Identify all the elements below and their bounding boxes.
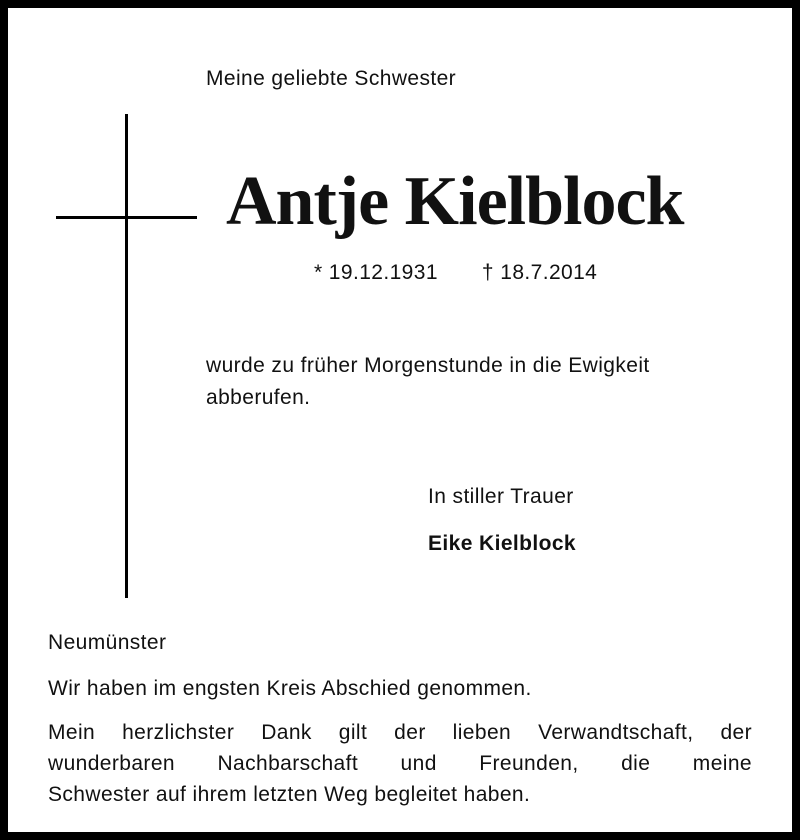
thanks-line: Mein herzlichster Dank gilt der lieben Verwandtschaft, der <box>48 721 752 744</box>
cross-horizontal-bar <box>56 216 197 219</box>
intro-text: Meine geliebte Schwester <box>206 67 457 90</box>
thanks-paragraph <box>48 717 752 810</box>
thanks-line: wunderbaren Nachbarschaft und Freunden, die meine <box>48 752 752 775</box>
message-line: abberufen. <box>206 386 311 409</box>
mourning-text: In stiller Trauer <box>428 485 574 508</box>
message <box>206 350 650 414</box>
deceased-name: Antje Kielblock <box>226 163 684 240</box>
cross-vertical-bar <box>125 114 128 598</box>
birth-date: * 19.12.1931 <box>314 261 438 284</box>
death-date: † 18.7.2014 <box>481 261 598 284</box>
signer-name: Eike Kielblock <box>428 532 576 555</box>
place-text: Neumünster <box>48 631 167 654</box>
message-line: wurde zu früher Morgenstunde in die Ewigkeit <box>206 354 650 377</box>
thanks-line: Schwester auf ihrem letzten Weg begleitet haben. <box>48 783 531 806</box>
life-dates <box>314 258 597 288</box>
farewell-text: Wir haben im engsten Kreis Abschied genommen. <box>48 677 532 700</box>
